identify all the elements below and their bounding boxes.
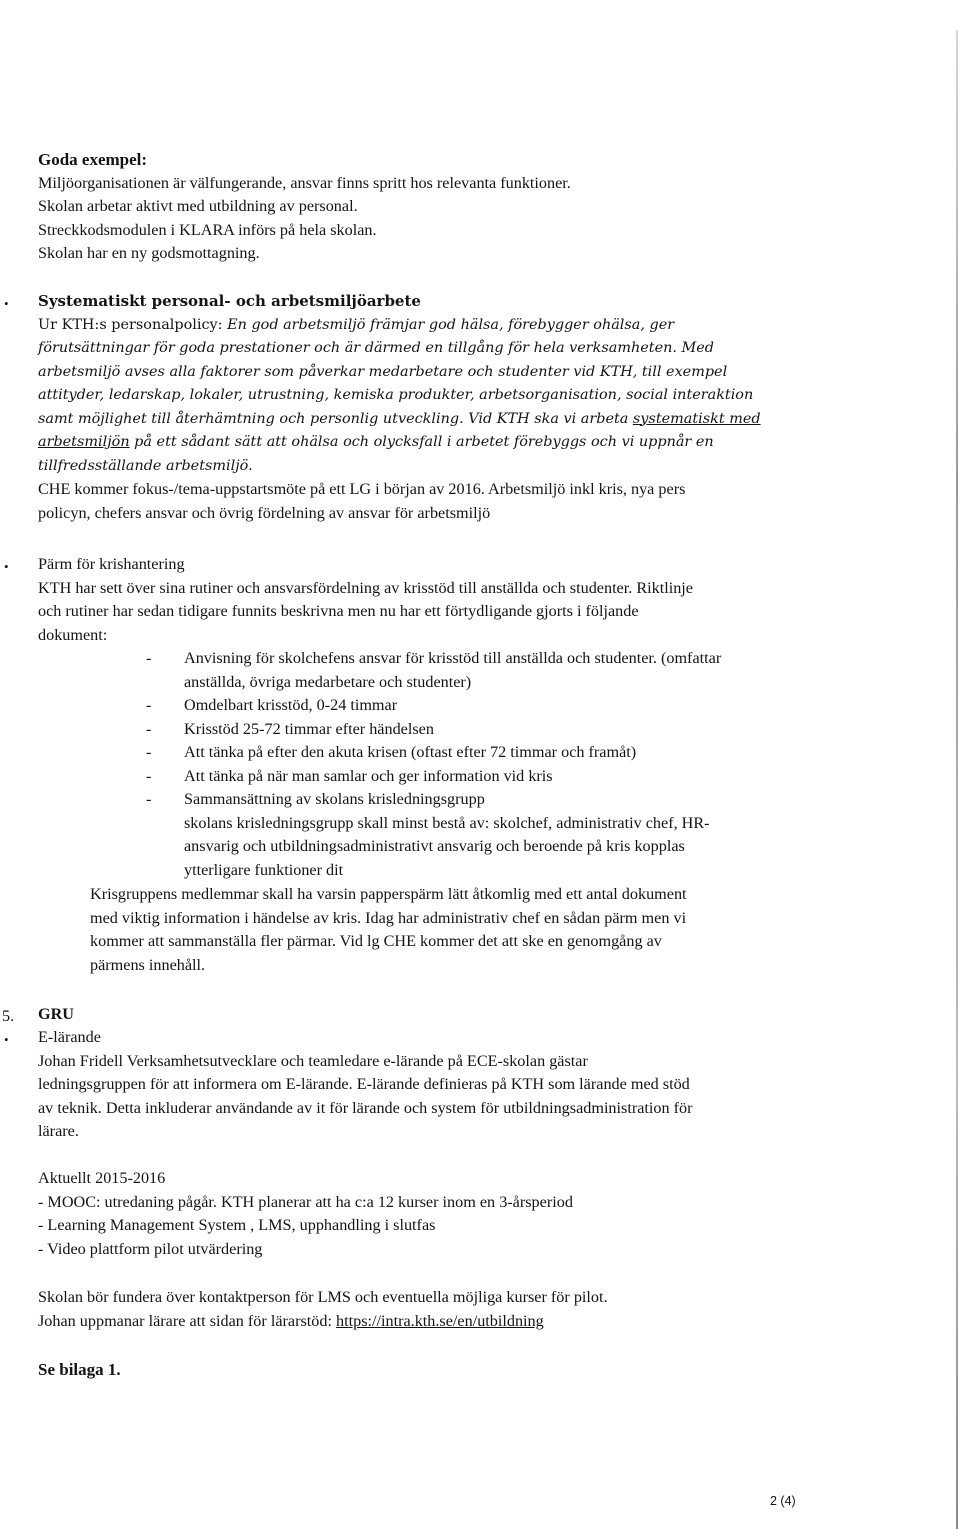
good-examples-section	[38, 148, 571, 266]
gru-paragraph-line: ledningsgruppen för att informera om E-lärande. E-lärande definieras på KTH som lärande med stöd	[38, 1075, 690, 1093]
good-example-line: Skolan har en ny godsmottagning.	[38, 244, 260, 262]
bullet-icon: •	[4, 559, 9, 574]
policy-text: samt möjlighet till återhämtning och personlig utveckling. Vid KTH ska vi arbeta	[38, 410, 633, 427]
list-item	[146, 741, 721, 765]
section-number: 5.	[2, 1007, 15, 1025]
policy-line	[38, 408, 761, 432]
good-example-line: Streckkodsmodulen i KLARA införs på hela skolan.	[38, 220, 377, 239]
crisis-document-list	[146, 647, 721, 882]
crisis-section	[38, 553, 693, 647]
list-item-text: anställda, övriga medarbetare och studenter)	[184, 672, 472, 691]
policy-line: förutsättningar för goda prestationer och är därmed en tillgång för hela verksamheten. Med	[38, 340, 714, 356]
work-environment-section	[38, 290, 761, 525]
crisis-intro: och rutiner har sedan tidigare funnits beskrivna men nu har ett förtydligande gjorts i följande	[38, 602, 639, 620]
list-item-text: Omdelbart krisstöd, 0-24 timmar	[184, 696, 398, 714]
recommendation-text: Skolan bör fundera över kontaktperson för LMS och eventuella möjliga kurser för pilot.	[38, 1288, 608, 1306]
current-item: - Video plattform pilot utvärdering	[38, 1239, 263, 1258]
scan-edge	[956, 30, 958, 1529]
policy-underlined: arbetsmiljön	[38, 434, 130, 450]
good-examples-heading: Goda exempel:	[38, 150, 148, 169]
list-item-text: ytterligare funktioner dit	[184, 860, 344, 879]
policy-line: attityder, ledarskap, lokaler, utrustning, kemiska produkter, arbetsorganisation, social interaktion	[38, 387, 754, 403]
list-item	[146, 765, 721, 789]
dash-marker: -	[146, 790, 152, 808]
current-item: - Learning Management System , LMS, upphandling i slutfas	[38, 1216, 436, 1234]
encourage-line	[38, 1310, 608, 1334]
che-line: CHE kommer fokus-/tema-uppstartsmöte på ett LG i början av 2016. Arbetsmiljö inkl kris, nya pers	[38, 480, 686, 498]
page-number: 2 (4)	[770, 1494, 796, 1508]
policy-source: Ur KTH:s personalpolicy:	[38, 316, 228, 333]
bullet-icon: •	[4, 296, 9, 311]
list-item	[146, 694, 721, 718]
crisis-intro: KTH har sett över sina rutiner och ansvarsfördelning av krisstöd till anställda och studenter. Riktlinje	[38, 578, 693, 597]
teacher-support-link[interactable]: https://intra.kth.se/en/utbildning	[336, 1311, 544, 1330]
appendix-note: Se bilaga 1.	[38, 1360, 121, 1379]
dash-marker: -	[146, 743, 152, 761]
dash-marker: -	[146, 649, 152, 667]
encourage-text: Johan uppmanar lärare att sidan för lärarstöd:	[38, 1311, 337, 1330]
policy-line	[38, 314, 761, 338]
list-item-text: Att tänka på när man samlar och ger information vid kris	[184, 766, 553, 785]
crisis-heading: Pärm för krishantering	[38, 555, 185, 573]
policy-line	[38, 431, 761, 455]
current-section	[38, 1167, 573, 1261]
recommendation-section	[38, 1286, 608, 1333]
good-example-line: Miljöorganisationen är välfungerande, ansvar finns spritt hos relevanta funktioner.	[38, 173, 571, 192]
list-item-text: Sammansättning av skolans krisledningsgrupp	[184, 790, 485, 808]
gru-heading: GRU	[38, 1005, 74, 1023]
policy-line: tillfredsställande arbetsmiljö.	[38, 457, 253, 474]
policy-text: på ett sådant sätt att ohälsa och olycksfall i arbetet förebyggs och vi uppnår en	[129, 434, 714, 450]
good-example-line: Skolan arbetar aktivt med utbildning av personal.	[38, 197, 358, 215]
list-item-text: ansvarig och utbildningsadministrativt ansvarig och beroende på kris kopplas	[184, 837, 685, 855]
dash-marker: -	[146, 766, 152, 785]
work-environment-heading: Systematiskt personal- och arbetsmiljöarbete	[38, 292, 421, 310]
list-item-text: skolans krisledningsgrupp skall minst bestå av: skolchef, administrativ chef, HR-	[184, 813, 710, 832]
crisis-closing-line: kommer att sammanställa fler pärmar. Vid lg CHE kommer det att ske en genomgång av	[90, 932, 662, 950]
list-item-text: Att tänka på efter den akuta krisen (oftast efter 72 timmar och framåt)	[184, 743, 637, 761]
gru-section	[38, 1026, 693, 1144]
list-item	[146, 718, 721, 742]
list-item	[146, 647, 721, 694]
crisis-closing-line: med viktig information i händelse av kris. Idag har administrativ chef en sådan pärm men vi	[90, 908, 687, 927]
dash-marker: -	[146, 719, 152, 738]
policy-quote: En god arbetsmiljö främjar god hälsa, förebygger ohälsa, ger	[227, 316, 675, 333]
current-item: - MOOC: utredaning pågår. KTH planerar att ha c:a 12 kurser inom en 3-årsperiod	[38, 1192, 573, 1211]
policy-line: arbetsmiljö avses alla faktorer som påverkar medarbetare och studenter vid KTH, till exempel	[38, 363, 728, 380]
list-item	[146, 788, 721, 882]
current-heading: Aktuellt 2015-2016	[38, 1169, 166, 1187]
bullet-icon: •	[4, 1032, 9, 1047]
policy-underlined: systematiskt med	[632, 410, 761, 427]
crisis-closing-line: pärmens innehåll.	[90, 955, 206, 974]
crisis-intro: dokument:	[38, 625, 108, 644]
gru-paragraph-line: lärare.	[38, 1122, 79, 1140]
dash-marker: -	[146, 696, 152, 714]
che-line: policyn, chefers ansvar och övrig fördelning av ansvar för arbetsmiljö	[38, 503, 491, 522]
gru-paragraph-line: Johan Fridell Verksamhetsutvecklare och teamledare e-lärande på ECE-skolan gästar	[38, 1051, 588, 1070]
crisis-closing-line: Krisgruppens medlemmar skall ha varsin papperspärm lätt åtkomlig med ett antal dokument	[90, 885, 687, 903]
crisis-closing	[90, 883, 687, 977]
list-item-text: Anvisning för skolchefens ansvar för krisstöd till anställda och studenter. (omfattar	[184, 649, 722, 667]
list-item-text: Krisstöd 25-72 timmar efter händelsen	[184, 719, 434, 738]
gru-paragraph-line: av teknik. Detta inkluderar användande av it för lärande och system för utbildningsadministration för	[38, 1098, 693, 1117]
gru-subheading: E-lärande	[38, 1028, 101, 1046]
